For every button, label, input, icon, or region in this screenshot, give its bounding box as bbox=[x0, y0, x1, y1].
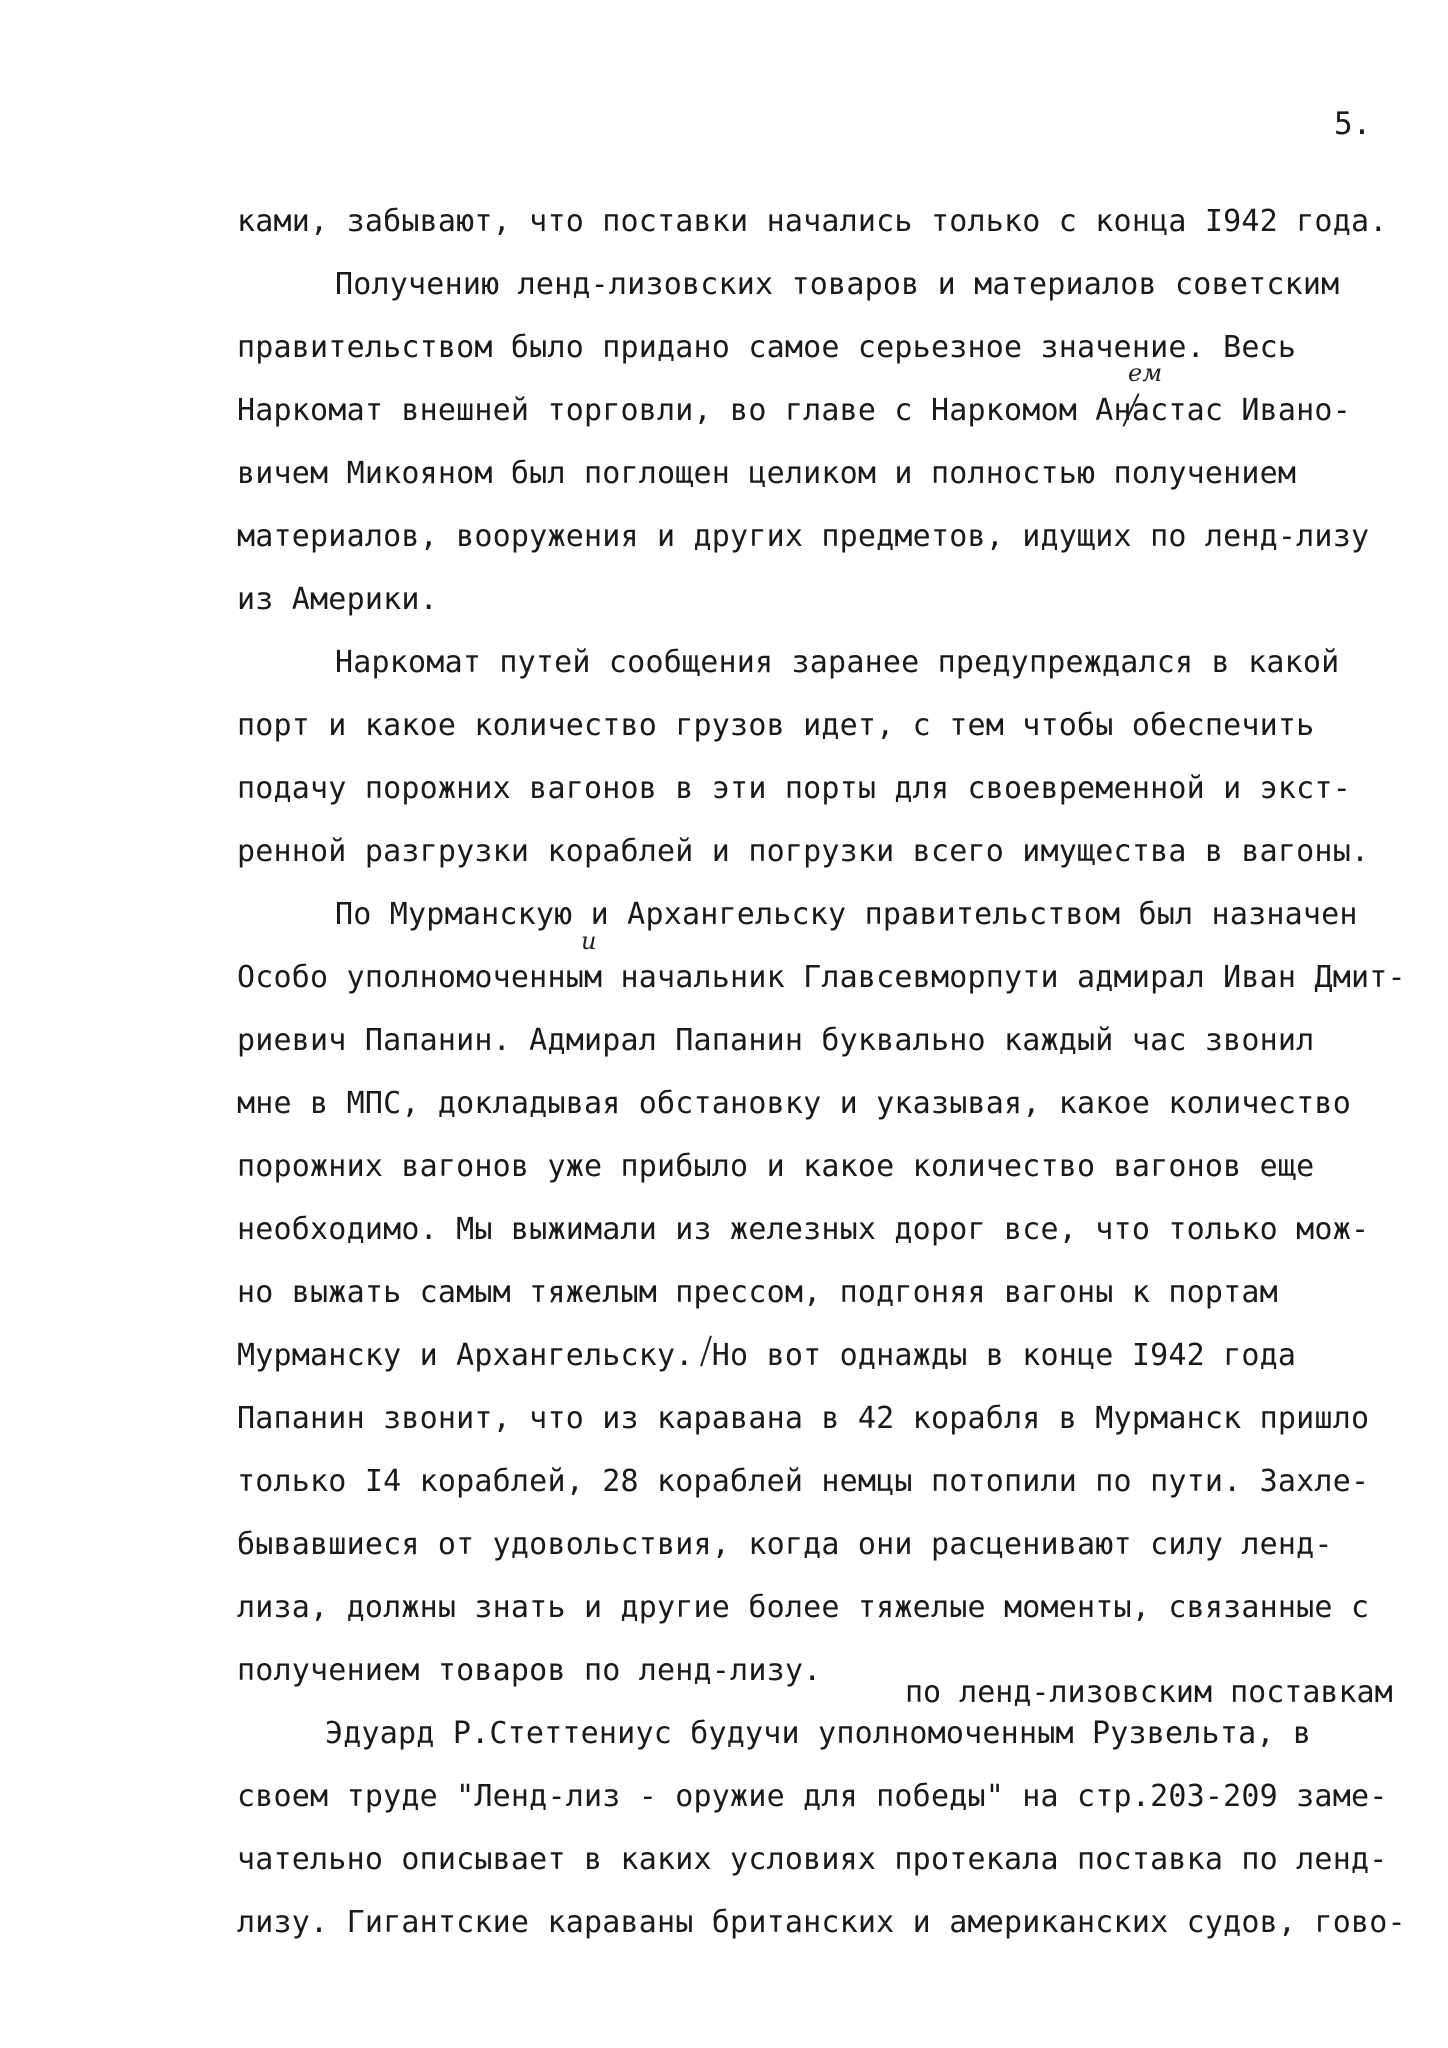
text-line: Получению ленд-лизовских товаров и материалов советским bbox=[335, 267, 1340, 302]
text-line: порожних вагонов уже прибыло и какое количество вагонов еще bbox=[237, 1149, 1315, 1184]
text-line: Мурманску и Архангельску. Но вот однажды в конце I942 года bbox=[237, 1338, 1297, 1373]
handwritten-insertion-above: ем bbox=[1128, 359, 1163, 387]
inserted-line-annotation: по ленд-лизовским поставкам bbox=[905, 1675, 1393, 1710]
text-line: мне в МПС, докладывая обстановку и указывая, какое количество bbox=[237, 1086, 1351, 1121]
text-line: материалов, вооружения и других предметов, идущих по ленд-лизу bbox=[237, 519, 1370, 554]
handwritten-insertion-below: и bbox=[581, 927, 597, 955]
text-line: бывавшиеся от удовольствия, когда они расценивают силу ленд- bbox=[237, 1527, 1333, 1562]
text-line: получением товаров по ленд-лизу. bbox=[237, 1653, 822, 1688]
text-line: чательно описывает в каких условиях протекала поставка по ленд- bbox=[237, 1842, 1388, 1877]
text-line: риевич Папанин. Адмирал Папанин буквально каждый час звонил bbox=[237, 1023, 1315, 1058]
text-line: Эдуард Р.Стеттениус будучи уполномоченным Рузвельта, в bbox=[325, 1716, 1312, 1751]
text-line: Наркомат внешней торговли, во главе с Наркомом Анастас Ивано- bbox=[237, 393, 1351, 428]
text-line: вичем Микояном был поглощен целиком и полностью получением bbox=[237, 456, 1297, 491]
text-line: Особо уполномоченным начальник Главсевморпути адмирал Иван Дмит- bbox=[237, 960, 1406, 995]
text-line: только I4 кораблей, 28 кораблей немцы потопили по пути. Захле- bbox=[237, 1464, 1370, 1499]
text-line: лиза, должны знать и другие более тяжелые моменты, связанные с bbox=[237, 1590, 1370, 1625]
text-line: из Америки. bbox=[237, 582, 438, 617]
page-number: 5. bbox=[1334, 106, 1372, 142]
text-line: необходимо. Мы выжимали из железных дорог все, что только мож- bbox=[237, 1212, 1370, 1247]
text-line: лизу. Гигантские караваны британских и американских судов, гово- bbox=[237, 1905, 1406, 1940]
text-line: По Мурманскую и Архангельску правительством был назначен bbox=[335, 897, 1358, 932]
text-line: Папанин звонит, что из каравана в 42 корабля в Мурманск пришло bbox=[237, 1401, 1370, 1436]
text-line: правительством было придано самое серьезное значение. Весь bbox=[237, 330, 1297, 365]
text-line: ренной разгрузки кораблей и погрузки всего имущества в вагоны. bbox=[237, 834, 1370, 869]
text-line: порт и какое количество грузов идет, с тем чтобы обеспечить bbox=[237, 708, 1315, 743]
text-line: но выжать самым тяжелым прессом, подгоняя вагоны к портам bbox=[237, 1275, 1278, 1310]
text-line: подачу порожних вагонов в эти порты для своевременной и экст- bbox=[237, 771, 1351, 806]
text-line: ками, забывают, что поставки начались только с конца I942 года. bbox=[237, 204, 1388, 239]
text-line: своем труде "Ленд-лиз - оружие для победы" на стр.203-209 заме- bbox=[237, 1779, 1388, 1814]
text-line: Наркомат путей сообщения заранее предупреждался в какой bbox=[335, 645, 1340, 680]
